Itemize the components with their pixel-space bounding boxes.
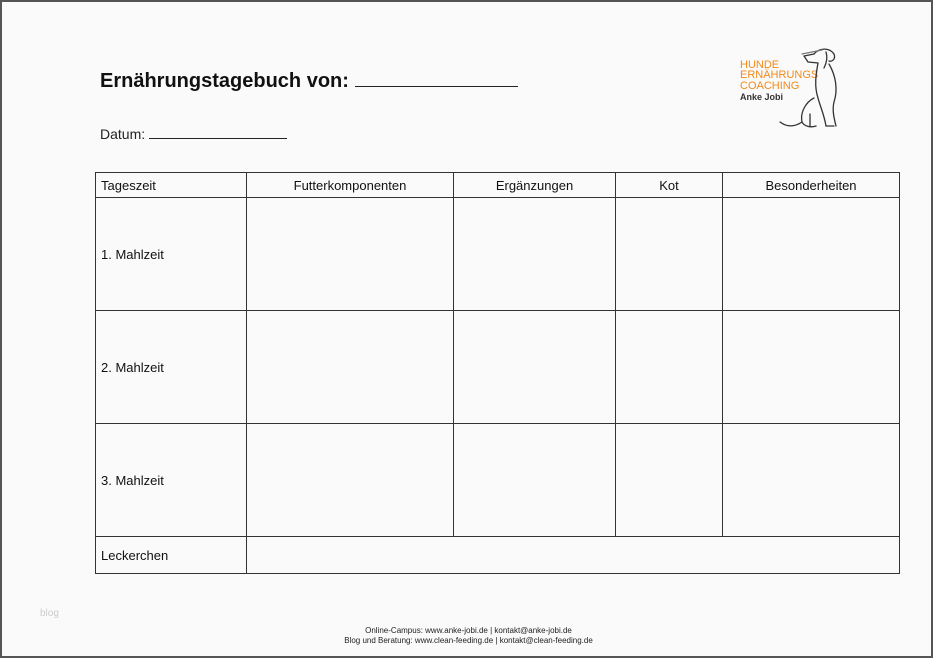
table-row-treats [96, 537, 900, 574]
date-label: Datum: [100, 126, 146, 142]
title-text: Ernährungstagebuch von: [100, 70, 349, 92]
col-header-tageszeit: Tageszeit [96, 173, 247, 198]
brand-logo [738, 44, 848, 136]
table-row [96, 311, 900, 424]
row-label-treats: Leckerchen [96, 537, 247, 574]
cell-besonderheiten[interactable] [723, 198, 900, 311]
logo-name: Anke Jobi [740, 92, 784, 102]
diary-table [95, 172, 900, 574]
logo-line-3: COACHING [740, 80, 800, 92]
row-label-meal-1: 1. Mahlzeit [96, 198, 247, 311]
cell-kot[interactable] [616, 311, 723, 424]
table-row [96, 198, 900, 311]
col-header-besonderheiten: Besonderheiten [723, 173, 900, 198]
cell-kot[interactable] [616, 424, 723, 537]
cell-futterkomponenten[interactable] [247, 424, 454, 537]
cell-futterkomponenten[interactable] [247, 311, 454, 424]
cell-ergaenzungen[interactable] [454, 424, 616, 537]
row-label-meal-3: 3. Mahlzeit [96, 424, 247, 537]
page-title [100, 68, 518, 93]
cell-ergaenzungen[interactable] [454, 198, 616, 311]
table-header-row [96, 173, 900, 198]
row-label-meal-2: 2. Mahlzeit [96, 311, 247, 424]
footer-line-2: Blog und Beratung: www.clean-feeding.de | kontakt@clean-feeding.de [344, 636, 593, 645]
col-header-kot: Kot [616, 173, 723, 198]
cell-futterkomponenten[interactable] [247, 198, 454, 311]
cell-besonderheiten[interactable] [723, 424, 900, 537]
footer-line-1: Online-Campus: www.anke-jobi.de | kontakt@anke-jobi.de [365, 626, 572, 635]
col-header-futterkomponenten: Futterkomponenten [247, 173, 454, 198]
name-blank-line [355, 68, 518, 87]
cell-ergaenzungen[interactable] [454, 311, 616, 424]
cell-kot[interactable] [616, 198, 723, 311]
cell-besonderheiten[interactable] [723, 311, 900, 424]
date-field [100, 124, 287, 142]
col-header-ergaenzungen: Ergänzungen [454, 173, 616, 198]
dog-icon [774, 44, 844, 134]
logo-line-2: ERNÄHRUNGS [740, 69, 819, 81]
table-row [96, 424, 900, 537]
watermark-text: blog [40, 608, 59, 619]
cell-treats[interactable] [247, 537, 900, 574]
date-blank-line [149, 124, 287, 139]
logo-line-1: HUNDE [740, 59, 780, 71]
